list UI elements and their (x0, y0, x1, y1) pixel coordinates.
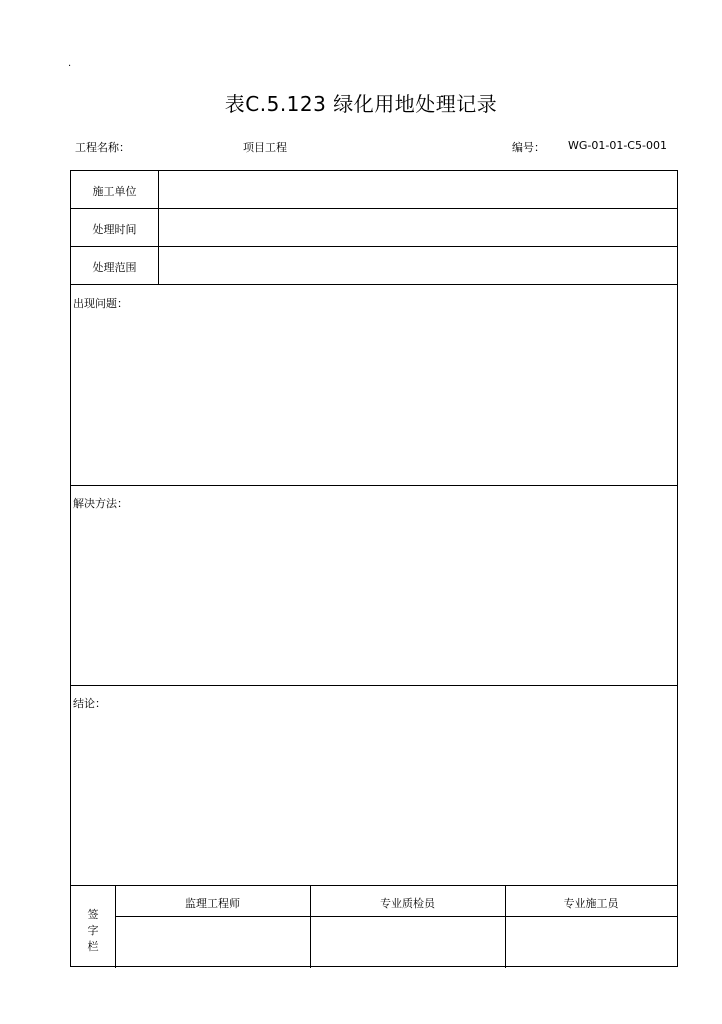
sign-row-divider (115, 916, 677, 917)
page-title: 表C.5.123 绿化用地处理记录 (224, 92, 498, 116)
project-name-label: 工程名称： (75, 141, 130, 154)
record-table (70, 170, 678, 967)
processing-time-label: 处理时间 (92, 223, 137, 236)
section-divider (71, 685, 677, 686)
row-divider (71, 208, 677, 209)
conclusion-section-label: 结论： (73, 697, 106, 710)
inspector-header: 专业质检员 (380, 897, 435, 910)
row-divider (71, 284, 677, 285)
label-column-divider (158, 171, 159, 284)
sign-label-char: 栏 (87, 940, 99, 953)
section-divider (71, 885, 677, 886)
sign-label-char: 签 (87, 908, 99, 921)
project-name-value: 项目工程 (243, 141, 287, 154)
supervisor-header: 监理工程师 (185, 897, 240, 910)
row-divider (71, 246, 677, 247)
problem-section-label: 出现问题： (73, 297, 128, 310)
section-divider (71, 485, 677, 486)
number-value: WG-01-01-C5-001 (568, 139, 667, 152)
corner-mark: · (68, 61, 72, 72)
constructor-header: 专业施工员 (563, 897, 619, 910)
solution-section-label: 解决方法： (73, 497, 128, 510)
construction-unit-label: 施工单位 (92, 185, 137, 198)
processing-scope-label: 处理范围 (92, 261, 137, 274)
sign-label-char: 字 (87, 924, 99, 937)
number-label: 编号： (512, 141, 545, 154)
